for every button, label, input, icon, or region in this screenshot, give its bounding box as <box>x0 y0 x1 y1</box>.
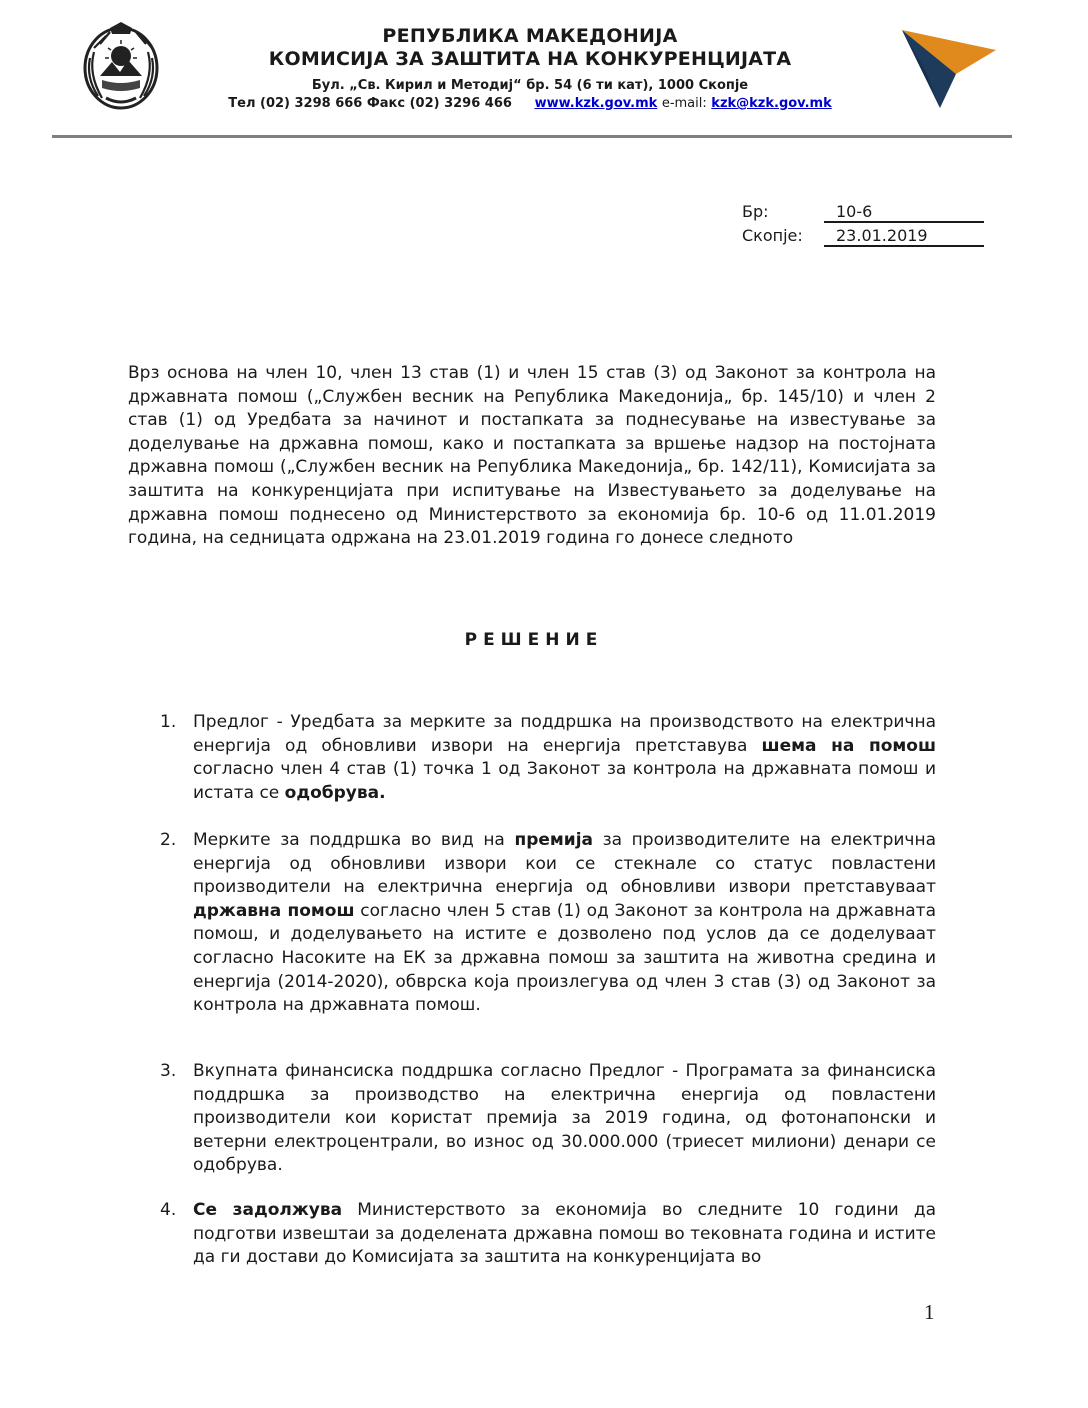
decision-item-2 <box>160 829 936 1018</box>
item-number: 3. <box>160 1061 177 1081</box>
item-text: Мерките за поддршка во вид на премија за производителите на електрична енергија од обновливи извори кои се стекнале со статус повластени производители на електрична енергија од обновливи извори претставуваат државна помош согласно член 5 став (1) од Законот за контрола на државната помош, и доделувањето на истите е дозволено под услов да се доделуваат согласно Насоките на ЕК за државна помош за заштита на животна средина и енергија (2014-2020), обврска која произлегува од член 3 став (3) од Законот за контрола на државната помош. <box>193 830 937 1016</box>
intro-paragraph: Врз основа на член 10, член 13 став (1) и член 15 став (3) од Законот за контрола на државната помош („Службен весник на Република Македонија„ бр. 145/10) и член 2 став (1) од Уредбата за начинот и постапката за поднесување на известување за доделување на државна помош, како и постапката за вршење надзор на постојната државна помош („Службен весник на Република Македонија„ бр. 142/11), Комисијата за заштита на конкуренцијата при испитување на Известувањето за доделување на државна помош поднесено од Министерството за економија бр. 10-6 од 11.01.2019 година, на седницата одржана на 23.01.2019 година го донесе следното <box>128 363 936 549</box>
coat-of-arms-emblem <box>80 18 162 112</box>
reference-number-label: Бр: <box>742 202 769 221</box>
reference-date-row <box>742 226 984 247</box>
item-text: Се задолжува Министерството за економија во следните 10 години да подготви извештаи за доделената државна помош во тековната година и истите да ги достави до Комисијата за заштита на конкуренцијата во <box>193 1200 936 1268</box>
header-address: Бул. „Св. Кирил и Методиј“ бр. 54 (6 ти кат), 1000 Скопје <box>311 78 749 93</box>
decision-title: РЕШЕНИЕ <box>464 630 604 650</box>
reference-number-value: 10-6 <box>824 203 984 223</box>
reference-place-label: Скопје: <box>742 226 803 245</box>
header-divider <box>52 135 1012 138</box>
item-text: Предлог - Уредбата за мерките за поддршка на производството на електрична енергија од обновливи извори на енергија претставува шема на помош согласно член 4 став (1) точка 1 од Законот за контрола на државната помош и истата се одобрува. <box>193 712 936 803</box>
email-link[interactable]: kzk@kzk.gov.mk <box>711 96 832 111</box>
decision-item-4 <box>160 1199 936 1270</box>
header-commission: КОМИСИЈА ЗА ЗАШТИТА НА КОНКУРЕНЦИЈАТА <box>268 48 792 70</box>
email-label: e-mail: <box>661 96 707 111</box>
header-phone-fax: Тел (02) 3298 666 Факс (02) 3296 466 <box>228 96 512 111</box>
item-number: 4. <box>160 1200 177 1220</box>
page-number: 1 <box>924 1300 935 1324</box>
website-link[interactable]: www.kzk.gov.mk <box>534 96 658 111</box>
decision-item-1 <box>160 711 936 805</box>
header-country: РЕПУБЛИКА МАКЕДОНИЈА <box>382 25 678 47</box>
item-text: Вкупната финансиска поддршка согласно Предлог - Програмата за финансиска поддршка за производство на електрична енергија од повластени производители кои користат премија за 2019 година, од фотонапонски и ветерни електроцентрали, во износ од 30.000.000 (триесет милиони) денари се одобрува. <box>193 1061 936 1176</box>
header-contacts <box>160 96 900 111</box>
commission-logo <box>896 24 1000 112</box>
reference-date-value: 23.01.2019 <box>824 227 984 247</box>
decision-item-3 <box>160 1060 936 1178</box>
item-number: 2. <box>160 830 177 850</box>
item-number: 1. <box>160 712 177 732</box>
reference-number-row <box>742 202 984 223</box>
